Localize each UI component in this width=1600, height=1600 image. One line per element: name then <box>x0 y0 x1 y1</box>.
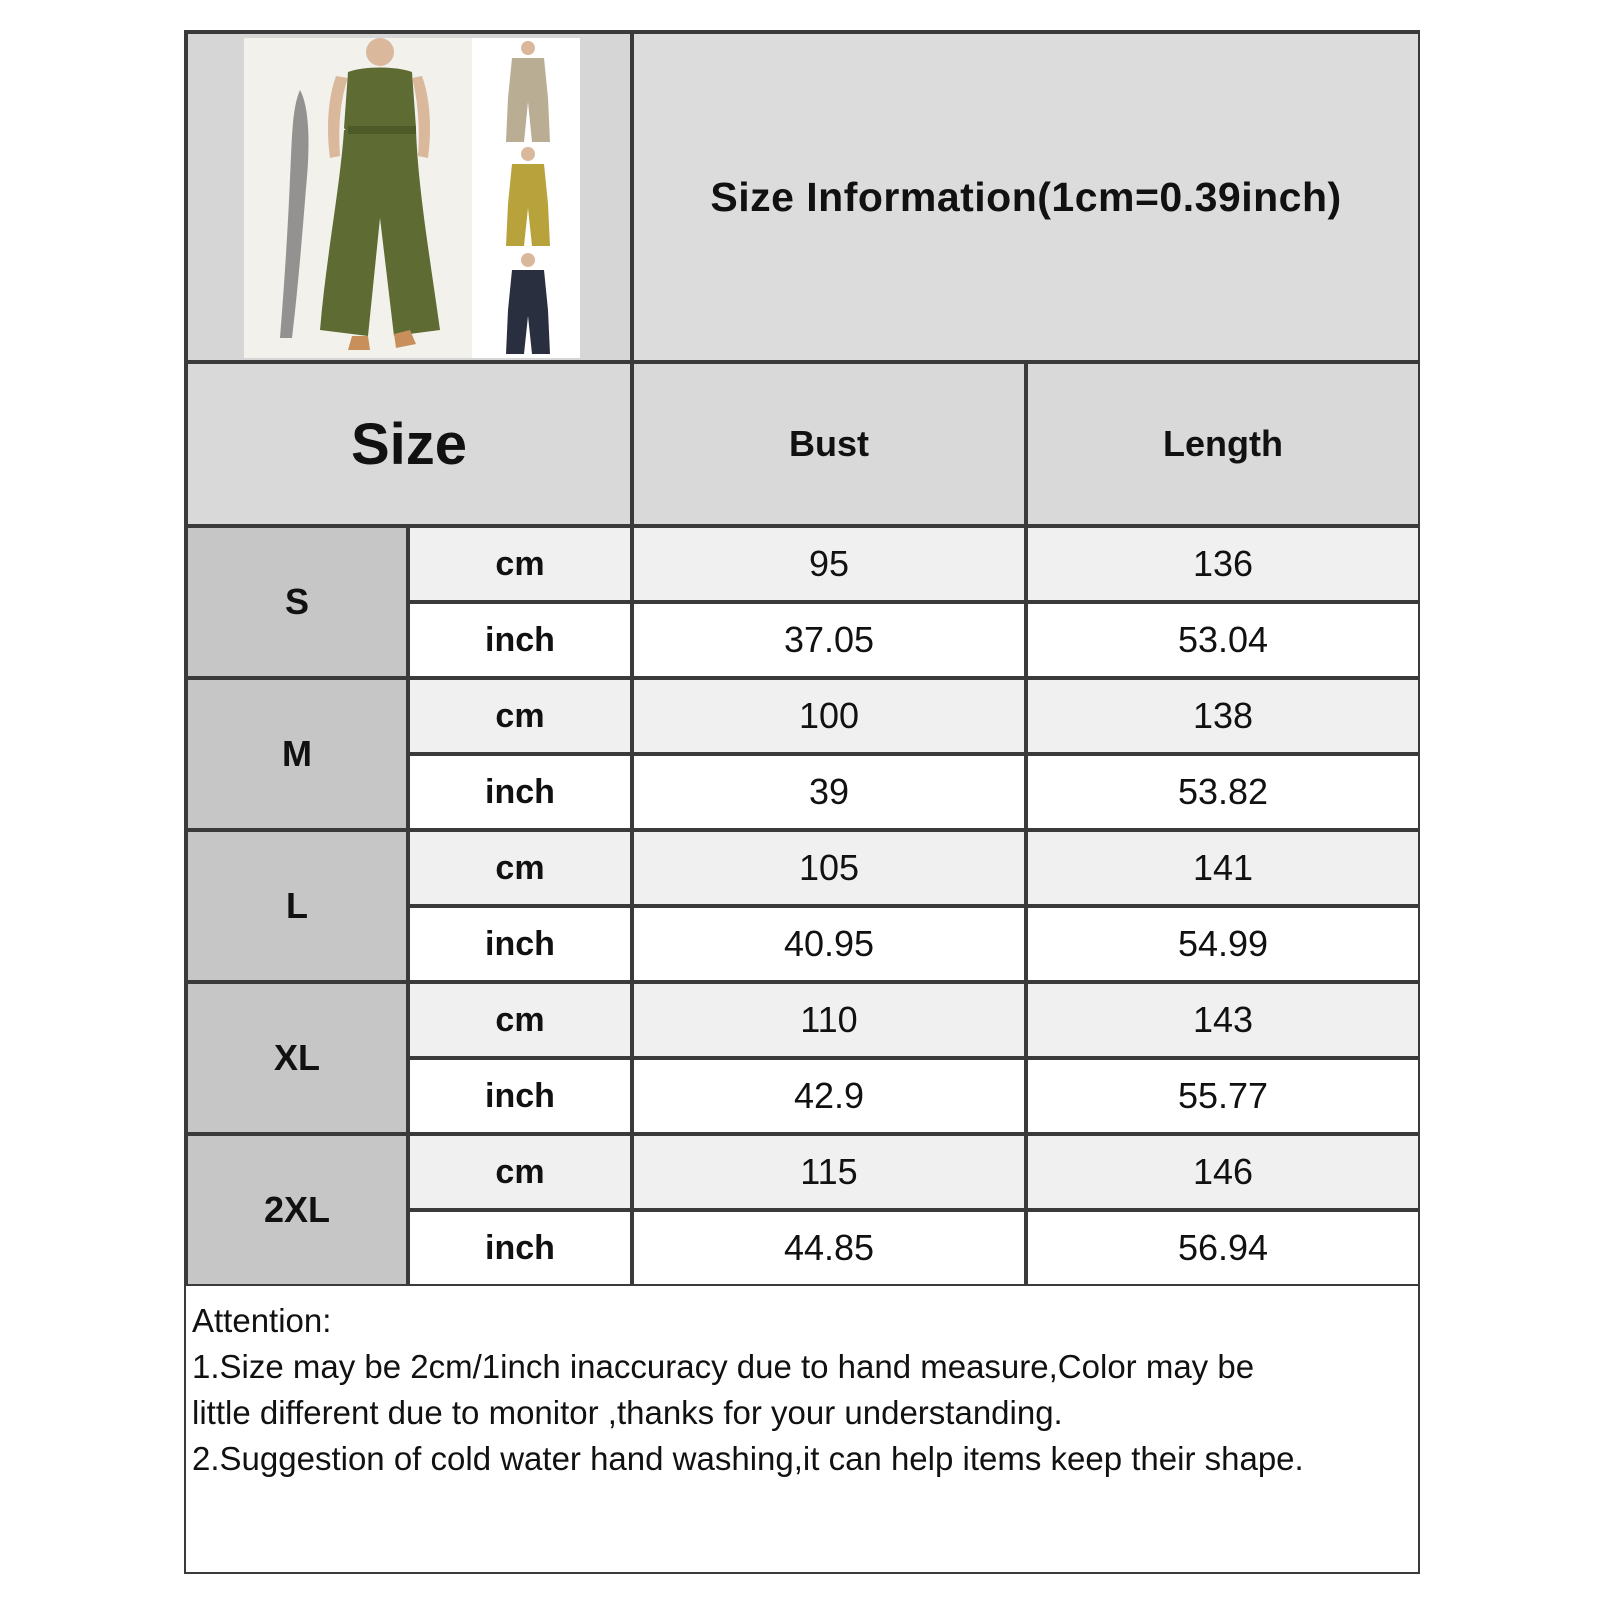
size-label-text: XL <box>273 1037 320 1078</box>
length-text: 141 <box>1192 847 1254 888</box>
bust-value <box>632 1058 1026 1134</box>
size-label-text: 2XL <box>263 1189 331 1230</box>
unit-text: inch <box>485 924 555 963</box>
length-value <box>1026 526 1420 602</box>
size-label-l <box>186 830 408 982</box>
unit-text: cm <box>495 1000 545 1039</box>
size-label-text: L <box>286 885 308 926</box>
bust-text: 95 <box>808 543 850 584</box>
length-value <box>1026 1134 1420 1210</box>
length-text: 146 <box>1192 1151 1254 1192</box>
notes-line-2: little different due to monitor ,thanks for your understanding. <box>192 1394 1063 1431</box>
size-chart <box>184 30 1420 1574</box>
header-size-label: Size <box>350 411 468 477</box>
length-value <box>1026 602 1420 678</box>
header-size <box>186 362 632 526</box>
bust-text: 110 <box>800 999 858 1040</box>
bust-value <box>632 678 1026 754</box>
length-text: 138 <box>1192 695 1254 736</box>
attention-notes <box>186 1290 1418 1572</box>
unit-text: inch <box>485 772 555 811</box>
jumpsuit-illustration <box>244 38 580 358</box>
unit-cell <box>408 526 632 602</box>
unit-cell <box>408 1210 632 1286</box>
length-value <box>1026 982 1420 1058</box>
bust-value <box>632 830 1026 906</box>
length-text: 54.99 <box>1177 923 1269 964</box>
size-label-m <box>186 678 408 830</box>
size-label-text: S <box>284 581 309 622</box>
length-text: 143 <box>1192 999 1254 1040</box>
header-bust <box>632 362 1026 526</box>
unit-cell <box>408 982 632 1058</box>
unit-cell <box>408 602 632 678</box>
product-photo <box>244 38 580 358</box>
notes-heading: Attention: <box>192 1302 332 1339</box>
unit-cell <box>408 1134 632 1210</box>
bust-value <box>632 1134 1026 1210</box>
unit-text: cm <box>495 544 545 583</box>
unit-cell <box>408 1058 632 1134</box>
size-label-s <box>186 526 408 678</box>
unit-cell <box>408 906 632 982</box>
length-value <box>1026 1058 1420 1134</box>
length-value <box>1026 830 1420 906</box>
unit-cell <box>408 830 632 906</box>
unit-text: inch <box>485 620 555 659</box>
length-value <box>1026 1210 1420 1286</box>
header-length <box>1026 362 1420 526</box>
unit-text: cm <box>495 848 545 887</box>
length-text: 55.77 <box>1177 1075 1269 1116</box>
size-label-2xl <box>186 1134 408 1286</box>
title-cell <box>632 32 1420 362</box>
bust-text: 42.9 <box>793 1075 865 1116</box>
bust-text: 37.05 <box>783 619 875 660</box>
notes-line-3: 2.Suggestion of cold water hand washing,it can help items keep their shape. <box>192 1440 1304 1477</box>
unit-text: cm <box>495 696 545 735</box>
bust-text: 105 <box>798 847 860 888</box>
unit-text: cm <box>495 1152 545 1191</box>
length-text: 136 <box>1192 543 1254 584</box>
size-label-xl <box>186 982 408 1134</box>
unit-text: inch <box>485 1228 555 1267</box>
bust-value <box>632 602 1026 678</box>
length-text: 53.04 <box>1177 619 1269 660</box>
size-label-text: M <box>282 733 312 774</box>
bust-text: 115 <box>800 1151 858 1192</box>
length-value <box>1026 754 1420 830</box>
unit-cell <box>408 754 632 830</box>
header-length-label: Length <box>1163 423 1283 464</box>
header-bust-label: Bust <box>789 423 869 464</box>
length-value <box>1026 678 1420 754</box>
length-text: 56.94 <box>1177 1227 1269 1268</box>
bust-value <box>632 906 1026 982</box>
notes-line-1: 1.Size may be 2cm/1inch inaccuracy due to hand measure,Color may be <box>192 1348 1255 1385</box>
bust-value <box>632 754 1026 830</box>
bust-value <box>632 982 1026 1058</box>
product-photo-cell <box>186 32 632 362</box>
length-value <box>1026 906 1420 982</box>
length-text: 53.82 <box>1177 771 1269 812</box>
bust-text: 100 <box>798 695 860 736</box>
bust-text: 39 <box>808 771 850 812</box>
bust-text: 44.85 <box>783 1227 875 1268</box>
bust-value <box>632 1210 1026 1286</box>
unit-cell <box>408 678 632 754</box>
chart-title: Size Information(1cm=0.39inch) <box>710 173 1342 220</box>
bust-text: 40.95 <box>783 923 875 964</box>
unit-text: inch <box>485 1076 555 1115</box>
bust-value <box>632 526 1026 602</box>
